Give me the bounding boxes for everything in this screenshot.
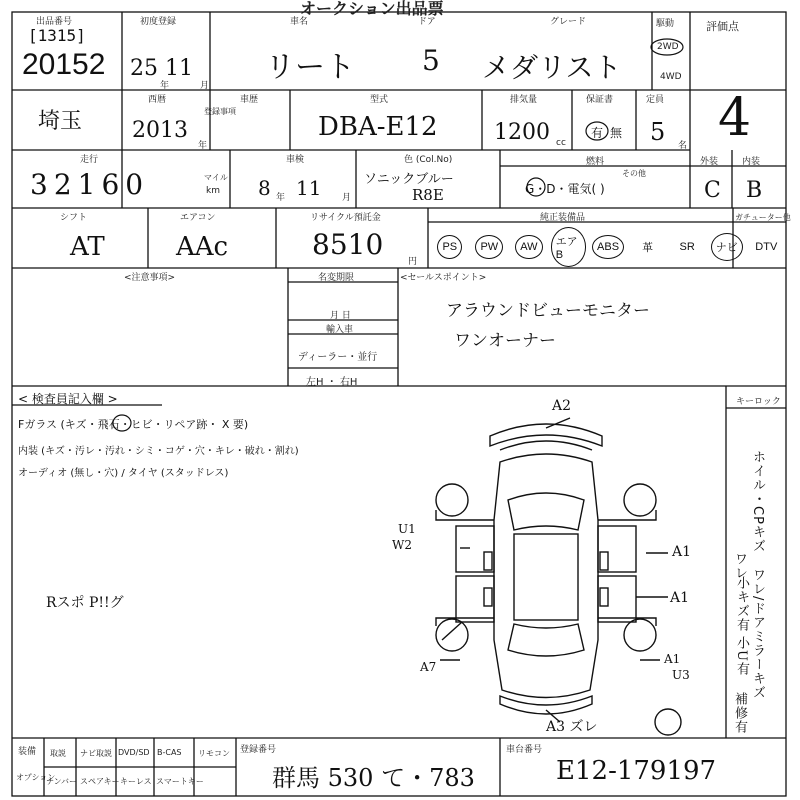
damage-mark: A7 [420, 660, 437, 674]
side-note-2: ワレ/ドアミラーキズ [750, 568, 765, 700]
model-label: 型式 [370, 95, 389, 105]
damage-mark: U3 [672, 668, 690, 682]
capacity-value: 5 [650, 118, 666, 146]
exterior-label: 外装 [700, 157, 719, 167]
damage-mark: W2 [392, 538, 412, 552]
inspection-year-suffix: 年 [276, 193, 286, 203]
chassis-number-value: E12-179197 [556, 756, 717, 786]
equipment-item-label: SR [679, 241, 695, 253]
cell-manual: 取説 [50, 749, 66, 758]
inspector-label: < 検査員記入欄 > [18, 392, 118, 406]
shift-value: AT [70, 232, 105, 262]
warranty-no: 無 [610, 126, 623, 140]
equipment-item-label: ABS [592, 235, 624, 259]
damage-mark: A2 [552, 398, 572, 414]
fuel-options: G・D・電気( ) [525, 182, 605, 196]
import-label: 輸入車 [326, 325, 354, 335]
side-note-4: 小キズ有 [734, 576, 749, 632]
grade-label: グレード [550, 17, 587, 27]
shift-label: シフト [60, 213, 88, 223]
mileage-label: 走行 [80, 155, 99, 165]
cell-spare-key: スペアキー [80, 777, 120, 786]
car-diagram [436, 418, 681, 735]
equipment-item-label: 革 [642, 242, 654, 254]
year-label: 西暦 [148, 95, 167, 105]
equipment-item [749, 230, 785, 264]
sales-point-1: アラウンドビューモニター [446, 301, 650, 321]
car-name-value: リート [265, 50, 355, 85]
doors-label: ドア [418, 17, 436, 27]
chassis-number-label: 車台番号 [506, 745, 543, 755]
grade-value: メダリスト [482, 51, 622, 84]
displacement-unit: cc [556, 138, 566, 148]
equipment-item [432, 230, 468, 264]
equipment-item [472, 230, 508, 264]
damage-mark: A1 [664, 652, 681, 666]
registration-label: 初度登録 [140, 17, 177, 27]
equipment-list [432, 230, 784, 264]
name-change-day: 月 日 [330, 311, 351, 321]
cell-keyless: キーレス [120, 777, 152, 786]
mileage-unit-top: マイル [204, 173, 228, 182]
doors-value: 5 [422, 44, 440, 77]
inspector-handwritten-note: Rスポ P!!グ [46, 595, 124, 611]
registration-number-label: 登録番号 [240, 745, 277, 755]
score-value: 4 [718, 88, 752, 148]
equipment-item [511, 230, 547, 264]
handle-label: 左H ・ 右H [306, 377, 358, 388]
score-label: 評価点 [706, 20, 739, 33]
color-name: ソニックブルー [364, 172, 454, 187]
history-label: 車歴 [240, 95, 259, 105]
cell-smart-key: スマートキー [156, 777, 204, 786]
year-value: 2013 [132, 118, 188, 143]
venue-label: 出品番号 [36, 17, 73, 27]
interior-value: B [746, 178, 763, 203]
equipment-item-label: エアB [551, 227, 587, 267]
registration-year-suffix: 年 [160, 81, 170, 91]
aircon-label: エアコン [180, 213, 216, 223]
cell-remote: リモコン [198, 749, 230, 758]
inspector-line3: オーディオ (無し・穴) / タイヤ (スタッドレス) [18, 468, 229, 479]
inspection-month-suffix: 月 [342, 193, 352, 203]
warranty-yes: 有 [591, 126, 604, 140]
equipment-item [630, 230, 666, 264]
recycle-label: リサイクル預託金 [310, 213, 381, 223]
damage-mark: A1 [670, 590, 690, 606]
side-note-6: 補修有 [732, 692, 747, 734]
sales-point-2: ワンオーナー [454, 331, 556, 351]
cell-navi-manual: ナビ取説 [80, 749, 112, 758]
notes-label: <注意事項> [124, 273, 176, 283]
dealer-label: ディーラー・並行 [298, 352, 378, 363]
side-note-3: ワレ [732, 552, 747, 580]
equipment-item-label: ナビ [711, 233, 743, 261]
equipment-item-label: DTV [755, 241, 778, 253]
side-note-5: 小U有 [734, 636, 749, 676]
fuel-other: その他 [622, 169, 646, 178]
drive-2wd: 2WD [657, 42, 679, 52]
venue-code: [1315] [28, 26, 86, 45]
equipment-label: 純正装備品 [540, 213, 586, 223]
equipment-extra: ガチューター他 [735, 213, 791, 222]
equipment-item [669, 230, 705, 264]
recycle-value: 8510 [312, 228, 384, 261]
equipment-item-label: PS [437, 235, 462, 259]
inspector-line2: 内装 (キズ・汚レ・汚れ・シミ・コゲ・穴・キレ・破れ・割れ) [18, 446, 299, 457]
car-name-label: 車名 [290, 17, 309, 27]
color-label: 色 (Col.No) [404, 155, 453, 165]
displacement-value: 1200 [494, 120, 550, 145]
damage-mark: U1 [398, 522, 416, 536]
warranty-label: 保証書 [586, 95, 614, 105]
capacity-unit: 名 [678, 141, 688, 151]
cell-number: ナンバー [46, 777, 78, 786]
drive-label: 駆動 [656, 19, 675, 29]
interior-label: 内装 [742, 157, 761, 167]
prefecture: 埼玉 [38, 109, 83, 134]
drive-4wd: 4WD [660, 72, 682, 82]
aircon-value: AAc [176, 232, 229, 262]
year-suffix: 年 [198, 141, 208, 151]
equipment-item [709, 230, 745, 264]
equipment-item [590, 230, 626, 264]
registration-number-value: 群馬 530 て・783 [272, 764, 475, 792]
capacity-label: 定員 [646, 95, 665, 105]
bottom-row-label-2: オプション [16, 773, 56, 782]
lot-number: 20152 [22, 48, 106, 81]
name-change-label: 名変期限 [318, 273, 355, 283]
registration-value: 25 11 [130, 56, 193, 81]
damage-mark: A1 [672, 544, 692, 560]
recycle-unit: 円 [408, 257, 418, 267]
cell-dvd-sd: DVD/SD [118, 748, 150, 757]
mileage-unit-bottom: km [206, 186, 220, 196]
registration-month-suffix: 月 [200, 81, 210, 91]
fuel-label: 燃料 [586, 157, 605, 167]
cell-bcas: B-CAS [157, 748, 182, 757]
mileage-value: 32160 [30, 168, 150, 201]
inspection-year: 8 [258, 176, 271, 200]
inspection-month: 11 [296, 176, 322, 200]
inspector-line1: Fガラス (キズ・飛石・ヒビ・リペア跡・ X 要) [18, 418, 249, 431]
side-note-1: ホイル・CPキズ [750, 450, 765, 553]
equipment-item-label: AW [515, 235, 542, 259]
sales-points-label: <セールスポイント> [400, 273, 487, 283]
history-sub: 登録事項 [204, 107, 236, 116]
model-value: DBA-E12 [318, 112, 438, 142]
displacement-label: 排気量 [510, 95, 538, 105]
equipment-item [551, 230, 587, 264]
color-code: R8E [412, 186, 444, 204]
exterior-value: C [704, 178, 721, 203]
key-lock-label: キーロック [736, 397, 781, 407]
inspection-label: 車検 [286, 155, 305, 165]
bottom-row-label-1: 装備 [18, 747, 37, 757]
form-title: オークション出品票 [300, 0, 444, 18]
equipment-item-label: PW [475, 235, 503, 259]
damage-mark: A3 ズレ [546, 719, 598, 735]
